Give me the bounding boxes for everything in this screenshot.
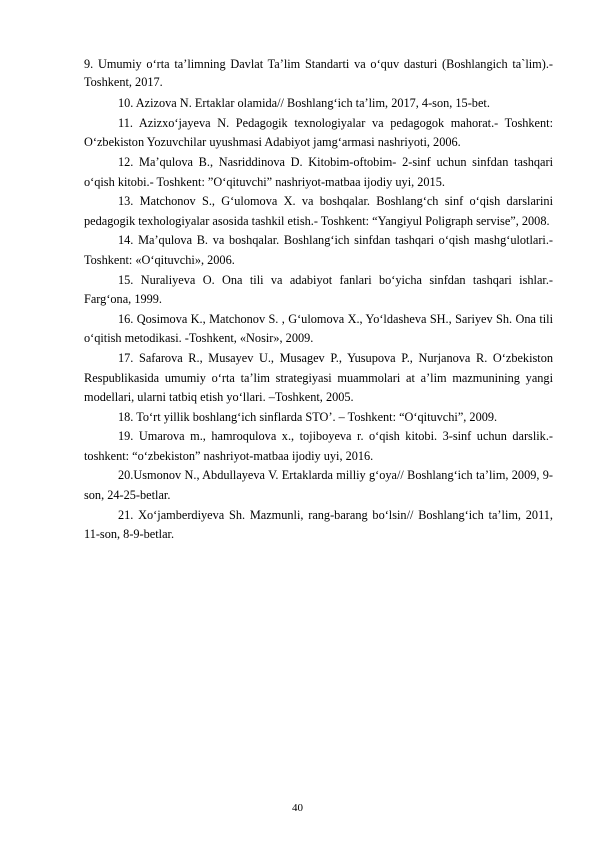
references-list (84, 56, 553, 545)
reference-item: 18. To‘rt yillik boshlang‘ich sinflarda STO’. – Toshkent: “O‘qituvchi”, 2009. (118, 409, 498, 424)
reference-item: 9. Umumiy o‘rta ta’limning Davlat Ta’lim Standarti va o‘quv dasturi (Boshlangich ta`lim).- Toshkent, 2017. (84, 57, 553, 89)
reference-item: 17. Safarova R., Musayev U., Musagev P., Yusupova P., Nurjanova R. O‘zbekiston Respublikasida umumiy o‘rta ta’lim strategiyasi muammolari at a’lim mazmunining yangi modellari, ularni tatbiq etish yo‘llari. –Toshkent, 2005. (84, 350, 553, 405)
reference-item: 20.Usmonov N., Abdullayeva V. Ertaklarda milliy g‘oya// Boshlang‘ich ta’lim, 2009, 9-son, 24-25-betlar. (84, 468, 553, 503)
reference-item: 14. Ma’qulova B. va boshqalar. Boshlang‘ich sinfdan tashqari o‘qish mashg‘ulotlari.- Toshkent: «O‘qituvchi», 2006. (84, 233, 553, 267)
reference-item: 11. Azizxo‘jayeva N. Pedagogik texnologiyalar va pedagogok mahorat.- Toshkent: O‘zbekiston Yozuvchilar uyushmasi Adabiyot jamg‘armasi nashriyoti, 2006. (84, 115, 553, 150)
reference-item: 10. Azizova N. Ertaklar olamida// Boshlang‘ich ta’lim, 2017, 4-son, 15-bet. (118, 96, 490, 111)
reference-item: 16. Qosimova K., Matchonov S. , G‘ulomova X., Yo‘ldasheva SH., Sariyev Sh. Ona tili o‘qitish metodikasi. -Toshkent, «Nosir», 2009. (84, 311, 553, 346)
reference-item: 12. Ma’qulova B., Nasriddinova D. Kitobim-oftobim- 2-sinf uchun sinfdan tashqari o‘qish kitobi.- Toshkent: ”O‘qituvchi” nashriyot-matbaa ijodiy uyi, 2015. (84, 154, 553, 189)
page-number: 40 (292, 802, 303, 814)
reference-item: 19. Umarova m., hamroqulova x., tojiboyeva r. o‘qish kitobi. 3-sinf uchun darslik.- toshkent: “o‘zbekiston” nashriyot-matbaa ijodiy uyi, 2016. (84, 429, 553, 463)
reference-item: 15. Nuraliyeva O. Ona tili va adabiyot fanlari bo‘yicha sinfdan tashqari ishlar.- Farg‘ona, 1999. (84, 272, 553, 307)
reference-item: 21. Xo‘jamberdiyeva Sh. Mazmunli, rang-barang bo‘lsin// Boshlang‘ich ta’lim, 2011, 11-son, 8-9-betlar. (84, 507, 553, 542)
reference-item: 13. Matchonov S., G‘ulomova X. va boshqalar. Boshlang‘ch sinf o‘qish darslarini pedagogik texhologiyalar asosida tashkil etish.- Toshkent: “Yangiyul Poligraph servise”, 2008. (84, 194, 553, 228)
